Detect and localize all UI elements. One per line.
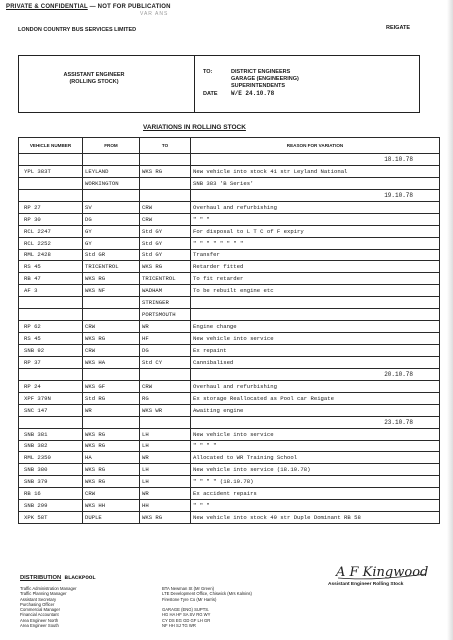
- to-line-1: DISTRICT ENGINEERS: [231, 69, 291, 75]
- table-cell: [19, 416, 83, 428]
- reason-cell: SNB 383 'B Series': [191, 177, 440, 189]
- to-cell: RG: [140, 392, 191, 404]
- from-cell: GY: [83, 225, 140, 237]
- reason-cell: To be rebuilt engine etc: [191, 285, 440, 297]
- reason-cell: New vehicle into stock 41 str Leyland National: [191, 165, 440, 177]
- to-cell: Std CY: [140, 356, 191, 368]
- table-row: [19, 380, 440, 392]
- date-label: DATE: [203, 91, 218, 97]
- distribution-item: Financial Accountant: [20, 612, 59, 618]
- date-separator-row: [19, 154, 440, 166]
- table-row: [19, 321, 440, 333]
- table-cell: [83, 368, 140, 380]
- vehicle-number: SNB 382: [19, 440, 83, 452]
- vehicle-number: RCL 2252: [19, 237, 83, 249]
- from-cell: Std GR: [83, 249, 140, 261]
- to-cell: CRW: [140, 380, 191, 392]
- table-row: [19, 345, 440, 357]
- table-row: [19, 297, 440, 309]
- vehicle-number: XPK 58T: [19, 512, 83, 524]
- scan-edge: [447, 0, 453, 640]
- table-row: [19, 309, 440, 321]
- reason-cell: Awaiting engine: [191, 404, 440, 416]
- table-row: [19, 201, 440, 213]
- from-cell: WKS NF: [83, 285, 140, 297]
- table-row: [19, 440, 440, 452]
- distribution-item: Traffic Administration Manager: [20, 586, 77, 591]
- date-separator-row: [19, 189, 440, 201]
- distribution-item: Assistant Secretary: [20, 596, 57, 602]
- table-row: [19, 500, 440, 512]
- distribution-item: Purchasing Officer: [20, 601, 55, 607]
- table-row: [19, 392, 440, 404]
- from-cell: SV: [83, 201, 140, 213]
- table-row: [19, 237, 440, 249]
- distribution-item: HG HA HF SA SV RG WY: [162, 612, 211, 618]
- from-cell: WORKINGTON: [83, 177, 140, 189]
- not-for-publication-label: — NOT FOR PUBLICATION: [87, 4, 171, 10]
- from-cell: WKS RG: [83, 464, 140, 476]
- from-cell: GY: [83, 237, 140, 249]
- table-row: [19, 404, 440, 416]
- table-row: [19, 273, 440, 285]
- to-cell: LH: [140, 464, 191, 476]
- table-row: [19, 333, 440, 345]
- vehicle-number: [19, 297, 83, 309]
- to-cell: HH: [140, 500, 191, 512]
- from-cell: WR: [83, 404, 140, 416]
- to-cell: WR: [140, 452, 191, 464]
- reason-cell: " " " ": [191, 440, 440, 452]
- date-value: W/E 24.10.78: [231, 90, 275, 97]
- from-cell: WKS RG: [83, 273, 140, 285]
- distribution-item: NF HH SJ TG WR: [162, 623, 196, 629]
- to-label: TO:: [203, 69, 213, 75]
- to-cell: LH: [140, 476, 191, 488]
- to-cell: WADHAM: [140, 285, 191, 297]
- vehicle-number: RP 30: [19, 213, 83, 225]
- table-row: [19, 249, 440, 261]
- from-cell: WKS RG: [83, 440, 140, 452]
- table-header-row: [19, 138, 440, 154]
- distribution-list-left: [20, 586, 77, 628]
- column-header: VEHICLE NUMBER: [19, 138, 83, 154]
- from-cell: WKS RG: [83, 333, 140, 345]
- vehicle-number: RS 45: [19, 261, 83, 273]
- vehicle-number: SNB 92: [19, 345, 83, 357]
- vehicle-number: YPL 383T: [19, 165, 83, 177]
- vehicle-number: XPF 379N: [19, 392, 83, 404]
- distribution-item: Area Engineer North: [20, 617, 59, 623]
- reason-cell: " " " " (18.10.78): [191, 476, 440, 488]
- to-cell: WKS RG: [140, 512, 191, 524]
- vehicle-number: AF 3: [19, 285, 83, 297]
- distribution-item: Commercial Manager: [20, 607, 61, 613]
- distribution-item: BTA Newman St (Mr Green): [162, 586, 215, 591]
- reason-cell: New vehicle into stock 49 str Duple Dominant RB 58: [191, 512, 440, 524]
- table-cell: [83, 154, 140, 166]
- distribution-item: Area Engineer South: [20, 623, 59, 629]
- column-header: TO: [140, 138, 191, 154]
- to-cell: WKS RG: [140, 165, 191, 177]
- vehicle-number: SNB 381: [19, 428, 83, 440]
- vehicle-number: RCL 2247: [19, 225, 83, 237]
- reason-cell: Cannibalised: [191, 356, 440, 368]
- row-date: 19.10.78: [191, 189, 440, 201]
- memo-divider: [194, 56, 195, 112]
- to-cell: STRINGER: [140, 297, 191, 309]
- from-cell: LEYLAND: [83, 165, 140, 177]
- vehicle-number: SNB 380: [19, 464, 83, 476]
- table-row: [19, 428, 440, 440]
- from-cell: [83, 297, 140, 309]
- memo-box: [18, 55, 420, 113]
- reason-cell: Overhaul and refurbishing: [191, 380, 440, 392]
- to-cell: HF: [140, 333, 191, 345]
- vehicle-number: [19, 177, 83, 189]
- from-cell: WKS RG: [83, 476, 140, 488]
- from-cell: CRW: [83, 345, 140, 357]
- to-cell: Std GY: [140, 249, 191, 261]
- vehicle-number: SNB 379: [19, 476, 83, 488]
- reason-cell: New vehicle into service (18.10.78): [191, 464, 440, 476]
- vehicle-number: RP 27: [19, 201, 83, 213]
- table-cell: [83, 416, 140, 428]
- vehicle-number: RP 62: [19, 321, 83, 333]
- location-label: REIGATE: [386, 25, 411, 31]
- table-cell: [140, 368, 191, 380]
- from-cell: WKS RG: [83, 428, 140, 440]
- reason-cell: Retarder fitted: [191, 261, 440, 273]
- to-cell: CRW: [140, 201, 191, 213]
- from-cell: CRW: [83, 321, 140, 333]
- to-cell: CRW: [140, 213, 191, 225]
- to-cell: WR: [140, 488, 191, 500]
- to-line-3: SUPERINTENDENTS: [231, 83, 286, 89]
- to-cell: TRICENTROL: [140, 273, 191, 285]
- from-cell: DG: [83, 213, 140, 225]
- reason-cell: " " ": [191, 213, 440, 225]
- vehicle-number: SNB 299: [19, 500, 83, 512]
- reason-cell: New vehicle into service: [191, 333, 440, 345]
- vehicle-number: RS 45: [19, 333, 83, 345]
- from-cell: Std RG: [83, 392, 140, 404]
- table-row: [19, 285, 440, 297]
- table-row: [19, 261, 440, 273]
- reason-cell: For disposal to L T C of F expiry: [191, 225, 440, 237]
- distribution-list-right: [162, 586, 252, 628]
- table-cell: [19, 368, 83, 380]
- table-row: [19, 225, 440, 237]
- reason-cell: Ex accident repairs: [191, 488, 440, 500]
- to-cell: WR: [140, 321, 191, 333]
- distribution-place: BLACKPOOL: [64, 574, 96, 581]
- to-cell: Std GY: [140, 237, 191, 249]
- table-row: [19, 464, 440, 476]
- from-cell: WKS HH: [83, 500, 140, 512]
- variations-table: [18, 137, 440, 524]
- row-date: 18.10.78: [191, 154, 440, 166]
- vehicle-number: RP 24: [19, 380, 83, 392]
- table-row: [19, 488, 440, 500]
- to-line-2: GARAGE (ENGINEERING): [231, 76, 299, 82]
- to-cell: WKS RG: [140, 261, 191, 273]
- from-cell: WKS HA: [83, 356, 140, 368]
- distribution-item: CY DS EG GD GF LH GR: [162, 617, 211, 623]
- signature-mark: [334, 560, 430, 582]
- to-cell: LH: [140, 428, 191, 440]
- signature-caption: Assistant Engineer Rolling Stock: [328, 582, 404, 587]
- distribution-item: GARAGE (ENG) SUPTS.: [162, 607, 210, 613]
- memo-from: [39, 72, 149, 86]
- vehicle-number: RML 2350: [19, 452, 83, 464]
- table-cell: [140, 189, 191, 201]
- table-cell: [19, 189, 83, 201]
- distribution-label: DISTRIBUTION: [20, 575, 62, 581]
- column-header: REASON FOR VARIATION: [191, 138, 440, 154]
- table-row: [19, 356, 440, 368]
- to-cell: Std GY: [140, 225, 191, 237]
- table-cell: [19, 154, 83, 166]
- to-cell: WKS WR: [140, 404, 191, 416]
- reason-cell: Overhaul and refurbishing: [191, 201, 440, 213]
- date-separator-row: [19, 368, 440, 380]
- to-cell: PORTSMOUTH: [140, 309, 191, 321]
- vehicle-number: RP 37: [19, 356, 83, 368]
- reason-cell: " " " " " " " ": [191, 237, 440, 249]
- from-cell: WKS GF: [83, 380, 140, 392]
- reason-cell: Allocated to WR Training School: [191, 452, 440, 464]
- table-row: [19, 177, 440, 189]
- from-cell: CRW: [83, 488, 140, 500]
- vehicle-number: RB 47: [19, 273, 83, 285]
- reason-cell: To fit retarder: [191, 273, 440, 285]
- from-cell: [83, 309, 140, 321]
- reason-cell: Ex repaint: [191, 345, 440, 357]
- column-header: FROM: [83, 138, 140, 154]
- memo-to: [231, 69, 299, 90]
- reason-cell: Engine change: [191, 321, 440, 333]
- distribution-item: Traffic Planning Manager: [20, 591, 67, 597]
- table-cell: [140, 154, 191, 166]
- reason-cell: [191, 297, 440, 309]
- reason-cell: Ex storage Reallocated as Pool car Reigate: [191, 392, 440, 404]
- to-cell: DG: [140, 345, 191, 357]
- table-row: [19, 452, 440, 464]
- to-cell: [140, 177, 191, 189]
- confidential-label: PRIVATE & CONFIDENTIAL: [6, 4, 88, 10]
- row-date: 20.10.78: [191, 368, 440, 380]
- confidential-header: [6, 4, 171, 10]
- date-separator-row: [19, 416, 440, 428]
- table-cell: [140, 416, 191, 428]
- distribution-item: LTE Development Office, Chiswick (Mrs Kalnins): [162, 591, 252, 597]
- reason-cell: New vehicle into service: [191, 428, 440, 440]
- from-cell: DUPLE: [83, 512, 140, 524]
- signature-text: A F Kingwood: [336, 565, 429, 580]
- table-row: [19, 512, 440, 524]
- from-cell: TRICENTROL: [83, 261, 140, 273]
- vehicle-number: SNC 147: [19, 404, 83, 416]
- reason-cell: Transfer: [191, 249, 440, 261]
- company-name: LONDON COUNTRY BUS SERVICES LIMITED: [18, 27, 137, 33]
- from-line-2: (ROLLING STOCK): [69, 79, 119, 85]
- from-cell: HA: [83, 452, 140, 464]
- faint-stamp: VAR ANS: [140, 11, 169, 17]
- vehicle-number: RB 16: [19, 488, 83, 500]
- table-row: [19, 213, 440, 225]
- table-row: [19, 476, 440, 488]
- table-row: [19, 165, 440, 177]
- vehicle-number: RML 2428: [19, 249, 83, 261]
- reason-cell: " " ": [191, 500, 440, 512]
- table-cell: [83, 189, 140, 201]
- distribution-heading: [20, 574, 96, 581]
- document-title: VARIATIONS IN ROLLING STOCK: [143, 124, 246, 131]
- from-line-1: ASSISTANT ENGINEER: [63, 72, 125, 78]
- distribution-item: Firestone Tyre Co (Mr Harris): [162, 596, 217, 602]
- reason-cell: [191, 309, 440, 321]
- row-date: 23.10.78: [191, 416, 440, 428]
- vehicle-number: [19, 309, 83, 321]
- to-cell: LH: [140, 440, 191, 452]
